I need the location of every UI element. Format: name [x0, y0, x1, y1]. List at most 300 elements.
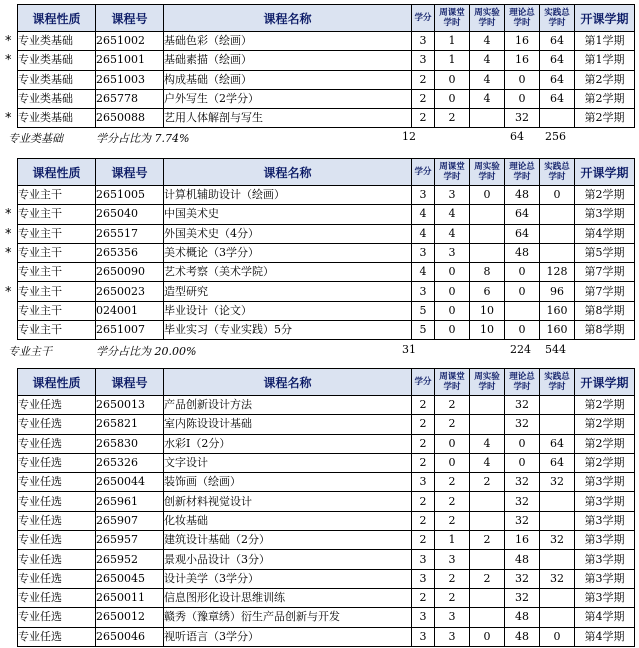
cell-lecture: 4: [435, 205, 470, 224]
cell-semester: 第2学期: [575, 396, 635, 415]
cell-semester: 第2学期: [575, 186, 635, 205]
cell-lab: [470, 109, 505, 128]
table-header-row: [18, 369, 635, 396]
cell-credit: 3: [412, 32, 435, 51]
cell-practice: 128: [540, 263, 575, 282]
cell-code: 2650044: [96, 473, 164, 492]
cell-semester: 第1学期: [575, 32, 635, 51]
cell-theory: 32: [505, 569, 540, 588]
cell-practice: 64: [540, 70, 575, 89]
cell-credit: 3: [412, 473, 435, 492]
cell-credit: 2: [412, 415, 435, 434]
cell-name: 外国美术史（4分）: [164, 224, 412, 243]
cell-lab: [470, 415, 505, 434]
cell-theory: 64: [505, 205, 540, 224]
cell-credit: 3: [412, 186, 435, 205]
required-star-marker: *: [5, 53, 12, 69]
cell-lab: 4: [470, 89, 505, 108]
cell-code: 2650090: [96, 263, 164, 282]
cell-semester: 第2学期: [575, 434, 635, 453]
cell-credit: 2: [412, 588, 435, 607]
cell-type: 专业类基础: [18, 70, 96, 89]
header-lecture-hours: 周课堂 学时: [435, 5, 470, 32]
required-star-marker: *: [5, 284, 12, 300]
cell-credit: 2: [412, 511, 435, 530]
cell-type: 专业主干: [18, 321, 96, 340]
table-row: [18, 588, 635, 607]
cell-lab: 4: [470, 51, 505, 70]
table-header-row: [18, 159, 635, 186]
cell-type: 专业主干: [18, 263, 96, 282]
cell-name: 视听语言（3学分）: [164, 627, 412, 646]
header-theory-total: 理论总 学时: [505, 159, 540, 186]
cell-lecture: 2: [435, 109, 470, 128]
cell-practice: 160: [540, 321, 575, 340]
cell-lecture: 2: [435, 473, 470, 492]
cell-practice: 32: [540, 569, 575, 588]
table-row: [18, 569, 635, 588]
cell-lecture: 0: [435, 453, 470, 472]
cell-semester: 第7学期: [575, 282, 635, 301]
cell-practice: 64: [540, 453, 575, 472]
header-lab-hours: 周实验 学时: [470, 5, 505, 32]
cell-lecture: 2: [435, 415, 470, 434]
summary-total-credit: 12: [402, 130, 416, 143]
cell-semester: 第4学期: [575, 224, 635, 243]
cell-type: 专业任选: [18, 608, 96, 627]
cell-name: 美术概论（3学分）: [164, 243, 412, 262]
cell-credit: 2: [412, 531, 435, 550]
cell-code: 2650046: [96, 627, 164, 646]
cell-lab: 4: [470, 434, 505, 453]
cell-practice: [540, 608, 575, 627]
cell-theory: 0: [505, 89, 540, 108]
cell-code: 2650045: [96, 569, 164, 588]
cell-lecture: 0: [435, 282, 470, 301]
cell-name: 户外写生（2学分）: [164, 89, 412, 108]
cell-credit: 5: [412, 321, 435, 340]
cell-lecture: 0: [435, 70, 470, 89]
header-semester: 开课学期: [575, 369, 635, 396]
header-credit: 学分: [412, 369, 435, 396]
cell-semester: 第5学期: [575, 243, 635, 262]
table-row: [18, 473, 635, 492]
cell-name: 计算机辅助设计（绘画）: [164, 186, 412, 205]
cell-type: 专业主干: [18, 205, 96, 224]
cell-code: 2651001: [96, 51, 164, 70]
cell-theory: 32: [505, 511, 540, 530]
cell-name: 景观小品设计（3分）: [164, 550, 412, 569]
cell-name: 产品创新设计方法: [164, 396, 412, 415]
cell-theory: 0: [505, 263, 540, 282]
cell-theory: 16: [505, 32, 540, 51]
cell-type: 专业主干: [18, 282, 96, 301]
cell-practice: [540, 396, 575, 415]
cell-code: 2650011: [96, 588, 164, 607]
cell-code: 265517: [96, 224, 164, 243]
cell-code: 265952: [96, 550, 164, 569]
cell-theory: 16: [505, 51, 540, 70]
cell-credit: 2: [412, 109, 435, 128]
cell-semester: 第3学期: [575, 531, 635, 550]
cell-semester: 第3学期: [575, 473, 635, 492]
summary-label: 专业类基础: [8, 132, 63, 145]
cell-type: 专业主干: [18, 224, 96, 243]
cell-type: 专业主干: [18, 301, 96, 320]
header-name: 课程名称: [164, 159, 412, 186]
cell-lab: 0: [470, 627, 505, 646]
header-credit: 学分: [412, 159, 435, 186]
header-type: 课程性质: [18, 159, 96, 186]
cell-type: 专业类基础: [18, 32, 96, 51]
cell-credit: 3: [412, 550, 435, 569]
cell-lab: [470, 550, 505, 569]
summary-total-practice: 256: [545, 130, 566, 143]
cell-theory: 0: [505, 453, 540, 472]
cell-lecture: 3: [435, 186, 470, 205]
table-row: [18, 415, 635, 434]
header-credit: 学分: [412, 5, 435, 32]
header-code: 课程号: [96, 5, 164, 32]
cell-theory: 32: [505, 473, 540, 492]
cell-credit: 3: [412, 608, 435, 627]
cell-semester: 第2学期: [575, 415, 635, 434]
cell-theory: 0: [505, 282, 540, 301]
cell-semester: 第7学期: [575, 263, 635, 282]
cell-type: 专业任选: [18, 627, 96, 646]
cell-code: 265907: [96, 511, 164, 530]
course-table: [17, 368, 635, 647]
table-row: [18, 396, 635, 415]
cell-code: 2651003: [96, 70, 164, 89]
cell-semester: 第4学期: [575, 608, 635, 627]
cell-type: 专业主干: [18, 243, 96, 262]
cell-practice: 64: [540, 32, 575, 51]
cell-type: 专业任选: [18, 531, 96, 550]
cell-lab: [470, 205, 505, 224]
header-practice-total: 实践总 学时: [540, 369, 575, 396]
cell-type: 专业任选: [18, 569, 96, 588]
cell-lab: 4: [470, 32, 505, 51]
summary-total-theory: 64: [510, 130, 524, 143]
table-row: [18, 301, 635, 320]
table-row: [18, 282, 635, 301]
cell-name: 创新材料视觉设计: [164, 492, 412, 511]
cell-practice: 96: [540, 282, 575, 301]
cell-credit: 3: [412, 627, 435, 646]
required-star-marker: *: [5, 245, 12, 261]
cell-theory: 0: [505, 70, 540, 89]
cell-name: 赣秀（豫章绣）衍生产品创新与开发: [164, 608, 412, 627]
cell-type: 专业任选: [18, 588, 96, 607]
cell-name: 艺术考察（美术学院）: [164, 263, 412, 282]
summary-total-practice: 544: [545, 343, 566, 356]
cell-code: 2650023: [96, 282, 164, 301]
header-name: 课程名称: [164, 369, 412, 396]
summary-label: 专业主干: [8, 345, 52, 358]
cell-credit: 2: [412, 70, 435, 89]
cell-lecture: 0: [435, 263, 470, 282]
cell-code: 2650088: [96, 109, 164, 128]
cell-lecture: 3: [435, 550, 470, 569]
cell-semester: 第2学期: [575, 453, 635, 472]
table-header-row: [18, 5, 635, 32]
cell-lecture: 3: [435, 243, 470, 262]
cell-credit: 3: [412, 569, 435, 588]
cell-code: 265830: [96, 434, 164, 453]
cell-name: 文字设计: [164, 453, 412, 472]
cell-semester: 第3学期: [575, 588, 635, 607]
cell-code: 2651005: [96, 186, 164, 205]
cell-type: 专业任选: [18, 415, 96, 434]
header-semester: 开课学期: [575, 5, 635, 32]
cell-type: 专业任选: [18, 550, 96, 569]
cell-practice: 160: [540, 301, 575, 320]
cell-practice: [540, 224, 575, 243]
table-row: [18, 492, 635, 511]
required-star-marker: *: [5, 111, 12, 127]
cell-lab: [470, 396, 505, 415]
cell-code: 2650013: [96, 396, 164, 415]
cell-theory: 32: [505, 415, 540, 434]
header-lab-hours: 周实验 学时: [470, 159, 505, 186]
cell-semester: 第4学期: [575, 627, 635, 646]
cell-code: 024001: [96, 301, 164, 320]
table-row: [18, 32, 635, 51]
table-row: [18, 51, 635, 70]
header-practice-total: 实践总 学时: [540, 5, 575, 32]
cell-code: 265778: [96, 89, 164, 108]
cell-credit: 4: [412, 224, 435, 243]
cell-lecture: 1: [435, 531, 470, 550]
cell-type: 专业主干: [18, 186, 96, 205]
cell-credit: 2: [412, 434, 435, 453]
cell-code: 265957: [96, 531, 164, 550]
cell-theory: 32: [505, 109, 540, 128]
cell-lab: [470, 608, 505, 627]
cell-type: 专业任选: [18, 453, 96, 472]
cell-code: 265356: [96, 243, 164, 262]
cell-type: 专业任选: [18, 492, 96, 511]
cell-lecture: 2: [435, 511, 470, 530]
cell-name: 中国美术史: [164, 205, 412, 224]
cell-lab: 2: [470, 531, 505, 550]
header-type: 课程性质: [18, 369, 96, 396]
cell-type: 专业任选: [18, 473, 96, 492]
cell-type: 专业任选: [18, 396, 96, 415]
cell-lecture: 0: [435, 434, 470, 453]
summary-credit-ratio: 学分占比为 20.00%: [96, 345, 197, 358]
table-row: [18, 224, 635, 243]
table-row: [18, 531, 635, 550]
table-row: [18, 243, 635, 262]
cell-type: 专业类基础: [18, 89, 96, 108]
header-code: 课程号: [96, 159, 164, 186]
cell-theory: 32: [505, 396, 540, 415]
cell-lecture: 0: [435, 301, 470, 320]
cell-code: 2650012: [96, 608, 164, 627]
cell-theory: 48: [505, 627, 540, 646]
table-row: [18, 511, 635, 530]
cell-practice: 0: [540, 627, 575, 646]
cell-semester: 第3学期: [575, 492, 635, 511]
cell-code: 265821: [96, 415, 164, 434]
cell-lecture: 2: [435, 492, 470, 511]
cell-lab: 10: [470, 301, 505, 320]
header-theory-total: 理论总 学时: [505, 5, 540, 32]
cell-theory: 48: [505, 243, 540, 262]
course-table: [17, 158, 635, 340]
header-lecture-hours: 周课堂 学时: [435, 369, 470, 396]
cell-type: 专业任选: [18, 511, 96, 530]
cell-code: 265040: [96, 205, 164, 224]
header-semester: 开课学期: [575, 159, 635, 186]
cell-theory: [505, 301, 540, 320]
header-lab-hours: 周实验 学时: [470, 369, 505, 396]
cell-name: 建筑设计基础（2分）: [164, 531, 412, 550]
cell-credit: 2: [412, 396, 435, 415]
cell-name: 艺用人体解剖与写生: [164, 109, 412, 128]
cell-lecture: 1: [435, 51, 470, 70]
cell-name: 基础素描（绘画）: [164, 51, 412, 70]
cell-theory: 48: [505, 608, 540, 627]
cell-lab: [470, 224, 505, 243]
cell-semester: 第3学期: [575, 569, 635, 588]
cell-lab: 4: [470, 453, 505, 472]
cell-practice: [540, 492, 575, 511]
table-row: [18, 263, 635, 282]
cell-credit: 2: [412, 453, 435, 472]
cell-lecture: 0: [435, 89, 470, 108]
cell-lecture: 0: [435, 321, 470, 340]
cell-theory: 48: [505, 550, 540, 569]
cell-credit: 5: [412, 301, 435, 320]
cell-practice: 64: [540, 51, 575, 70]
cell-theory: 32: [505, 492, 540, 511]
table-row: [18, 434, 635, 453]
cell-type: 专业任选: [18, 434, 96, 453]
cell-semester: 第1学期: [575, 51, 635, 70]
cell-lecture: 3: [435, 608, 470, 627]
cell-code: 265326: [96, 453, 164, 472]
cell-lecture: 3: [435, 627, 470, 646]
cell-theory: 16: [505, 531, 540, 550]
cell-theory: 32: [505, 588, 540, 607]
cell-practice: 32: [540, 473, 575, 492]
cell-practice: [540, 415, 575, 434]
table-row: [18, 186, 635, 205]
cell-lab: [470, 492, 505, 511]
cell-theory: 0: [505, 321, 540, 340]
cell-lab: 2: [470, 473, 505, 492]
cell-credit: 2: [412, 492, 435, 511]
cell-semester: 第2学期: [575, 89, 635, 108]
cell-lab: 2: [470, 569, 505, 588]
cell-name: 信息图形化设计思维训练: [164, 588, 412, 607]
cell-name: 基础色彩（绘画）: [164, 32, 412, 51]
cell-credit: 4: [412, 205, 435, 224]
cell-type: 专业类基础: [18, 51, 96, 70]
table-row: [18, 109, 635, 128]
cell-semester: 第2学期: [575, 109, 635, 128]
cell-lecture: 4: [435, 224, 470, 243]
cell-credit: 3: [412, 282, 435, 301]
required-star-marker: *: [5, 207, 12, 223]
summary-total-theory: 224: [510, 343, 531, 356]
table-row: [18, 550, 635, 569]
header-name: 课程名称: [164, 5, 412, 32]
cell-theory: 64: [505, 224, 540, 243]
cell-lecture: 2: [435, 396, 470, 415]
cell-semester: 第8学期: [575, 321, 635, 340]
cell-practice: 32: [540, 531, 575, 550]
table-row: [18, 89, 635, 108]
course-table: [17, 4, 635, 128]
table-row: [18, 205, 635, 224]
cell-practice: [540, 511, 575, 530]
required-star-marker: *: [5, 226, 12, 242]
cell-name: 装饰画（绘画）: [164, 473, 412, 492]
cell-code: 2651002: [96, 32, 164, 51]
header-code: 课程号: [96, 369, 164, 396]
cell-semester: 第3学期: [575, 511, 635, 530]
cell-semester: 第8学期: [575, 301, 635, 320]
table-row: [18, 453, 635, 472]
cell-semester: 第2学期: [575, 70, 635, 89]
cell-name: 构成基础（绘画）: [164, 70, 412, 89]
cell-code: 2651007: [96, 321, 164, 340]
cell-practice: 0: [540, 186, 575, 205]
cell-name: 化妆基础: [164, 511, 412, 530]
header-theory-total: 理论总 学时: [505, 369, 540, 396]
summary-total-credit: 31: [402, 343, 416, 356]
cell-name: 毕业设计（论文）: [164, 301, 412, 320]
cell-practice: [540, 109, 575, 128]
cell-lab: [470, 243, 505, 262]
cell-lab: 6: [470, 282, 505, 301]
cell-code: 265961: [96, 492, 164, 511]
cell-practice: [540, 205, 575, 224]
cell-name: 毕业实习（专业实践）5分: [164, 321, 412, 340]
cell-lab: [470, 511, 505, 530]
cell-lab: [470, 588, 505, 607]
cell-theory: 0: [505, 434, 540, 453]
cell-credit: 2: [412, 89, 435, 108]
cell-lab: 4: [470, 70, 505, 89]
cell-lab: 0: [470, 186, 505, 205]
cell-type: 专业类基础: [18, 109, 96, 128]
cell-semester: 第3学期: [575, 550, 635, 569]
cell-name: 设计美学（3学分）: [164, 569, 412, 588]
cell-lab: 8: [470, 263, 505, 282]
cell-theory: 48: [505, 186, 540, 205]
cell-credit: 3: [412, 243, 435, 262]
table-row: [18, 70, 635, 89]
cell-practice: [540, 243, 575, 262]
summary-credit-ratio: 学分占比为 7.74%: [96, 132, 190, 145]
cell-credit: 3: [412, 51, 435, 70]
cell-lecture: 2: [435, 588, 470, 607]
cell-name: 水彩Ⅰ（2分）: [164, 434, 412, 453]
cell-practice: 64: [540, 434, 575, 453]
cell-practice: [540, 550, 575, 569]
cell-lecture: 1: [435, 32, 470, 51]
cell-lab: 10: [470, 321, 505, 340]
cell-name: 室内陈设设计基础: [164, 415, 412, 434]
table-row: [18, 321, 635, 340]
table-row: [18, 627, 635, 646]
header-lecture-hours: 周课堂 学时: [435, 159, 470, 186]
